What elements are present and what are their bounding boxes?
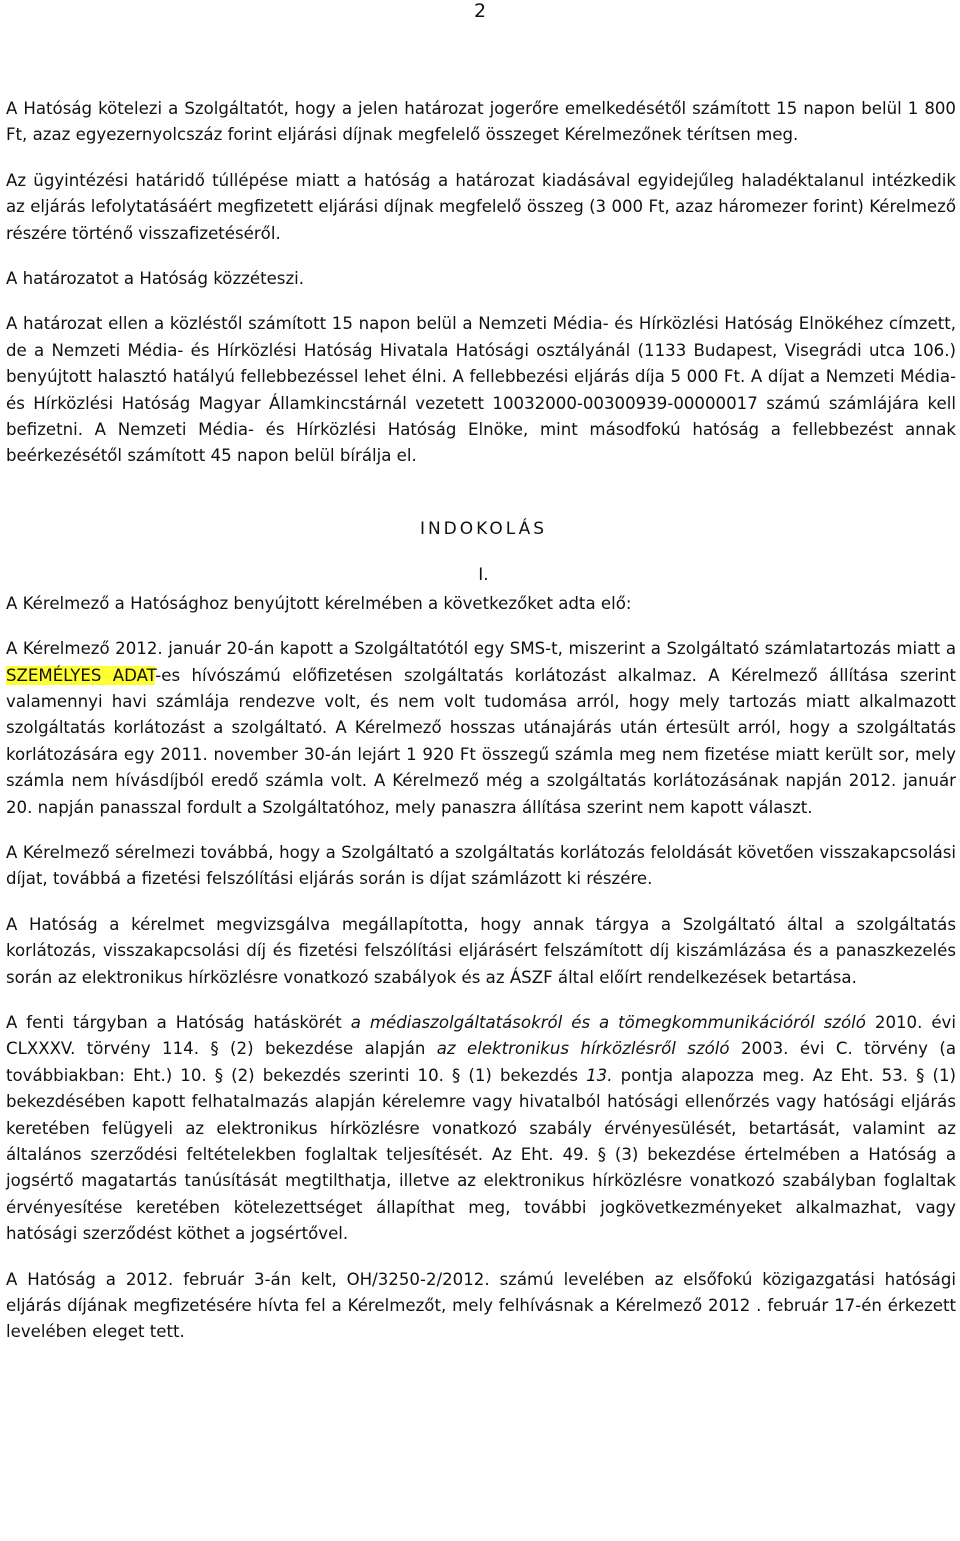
paragraph-sms <box>6 636 956 821</box>
page-number: 2 <box>473 0 487 22</box>
sms-text-before: A Kérelmező 2012. január 20-án kapott a Szolgáltatótól egy SMS-t, miszerint a Szolgáltató számlatartozás miatt a <box>6 639 956 659</box>
paragraph-deadline-refund: Az ügyintézési határidő túllépése miatt a hatóság a határozat kiadásával egyidejűleg haladéktalanul intézkedik az eljárás lefolytatásáért megfizetett eljárási díjnak megfelelő összeg (3 000 Ft, azaz háromezer forint) Kérelmező részére történő visszafizetéséről. <box>6 170 956 243</box>
paragraph-complaint: A Kérelmező sérelmezi továbbá, hogy a Szolgáltató a szolgáltatás korlátozás feloldását követően visszakapcsolási díjat, továbbá a fizetési felszólítási eljárás során is díjat számlázott ki részére. <box>6 842 956 889</box>
redacted-personal-data: SZEMÉLYES ADAT <box>6 665 156 685</box>
legal-text-4: pontja alapozza meg. Az Eht. 53. § (1) bekezdésében kapott felhatalmazás alapján kérelemre vagy hivatalból hatósági ellenőrzés vagy hatósági eljárás keretében felügyeli az elektronikus hírközlésre vonatkozó szabály érvényesülését, betartását, valamint az általános szerződési feltételekben foglaltak teljesítését. Az Eht. 49. § (3) bekezdése értelmében a Hatóság a jogsértő magatartás tanúsítását megtilthatja, illetve az elektronikus hírközlésre vonatkozó szabályban foglaltak érvényesítése keretében kötelezettséget állapíthat meg, további jogkövetkezményeket alkalmazhat, vagy hatósági szerződést köthet a jogsértővel. <box>6 1065 956 1244</box>
section-heading: INDOKOLÁS <box>419 518 548 539</box>
paragraph-fee-refund: A Hatóság kötelezi a Szolgáltatót, hogy a jelen határozat jogerőre emelkedésétől számított 15 napon belül 1 800 Ft, azaz egyezernyolcszáz forint eljárási díjnak megfelelő összeget Kérelmezőnek térítsen meg. <box>6 99 956 145</box>
legal-italic-1: a médiaszolgáltatásokról és a tömegkommunikációról szóló <box>350 1012 866 1032</box>
legal-text-3: 2003. évi C. törvény (a továbbiakban: Eht.) 10. § (2) bekezdés szerinti 10. § (1) bekezdés <box>6 1039 956 1085</box>
paragraph-examination: A Hatóság a kérelmet megvizsgálva megállapította, hogy annak tárgya a Szolgáltató által a szolgáltatás korlátozás, visszakapcsolási díj és fizetési felszólítási eljárásért felszámított díj kiszámlázása és a panaszkezelés során az elektronikus hírközlésre vonatkozó szabályok és az ÁSZF által előírt rendelkezések betartása. <box>6 914 956 987</box>
legal-text-2: 2010. évi CLXXXV. törvény 114. § (2) bekezdése alapján <box>6 1012 956 1059</box>
legal-text-1: A fenti tárgyban a Hatóság hatáskörét <box>6 1012 351 1032</box>
paragraph-publication: A határozatot a Hatóság közzéteszi. <box>6 269 305 289</box>
paragraph-legal-basis <box>6 1010 956 1248</box>
document-body <box>6 96 956 1365</box>
paragraph-fee-payment: A Hatóság a 2012. február 3-án kelt, OH/3250-2/2012. számú levelében az elsőfokú közigazgatási hatósági eljárás díjának megfizetésére hívta fel a Kérelmezőt, mely felhívásnak a Kérelmező 2012 . február 17-én érkezett levelében eleget tett. <box>6 1269 956 1342</box>
sms-text-after: -es hívószámú előfizetésen szolgáltatás korlátozást alkalmaz. A Kérelmező állítása szerint valamennyi havi számlája rendezve volt, és nem volt tudomása arról, hogy mely tartozás miatt alkalmazott szolgáltatás korlátozást a szolgáltató. A Kérelmező hosszas utánajárás után értesült arról, hogy a szolgáltatás korlátozására egy 2011. november 30-án lejárt 1 920 Ft összegű számla meg nem fizetése miatt került sor, mely számla nem hívásdíjból eredő számla volt. A Kérelmező még a szolgáltatás korlátozásának napján 2012. január 20. napján panasszal fordult a Szolgáltatóhoz, mely panaszra állítása szerint nem kapott választ. <box>6 665 956 817</box>
legal-italic-3: 13. <box>586 1065 613 1085</box>
paragraph-intro: A Kérelmező a Hatósághoz benyújtott kérelmében a következőket adta elő: <box>6 593 632 613</box>
section-number: I. <box>478 565 489 586</box>
legal-italic-2: az elektronikus hírközlésről szóló <box>436 1039 730 1059</box>
paragraph-appeal: A határozat ellen a közléstől számított 15 napon belül a Nemzeti Média- és Hírközlési Hatóság Elnökéhez címzett, de a Nemzeti Média- és Hírközlési Hatóság Hivatala Hatósági osztályánál (1133 Budapest, Visegrádi utca 106.) benyújtott halasztó hatályú fellebbezéssel lehet élni. A fellebbezési eljárás díja 5 000 Ft. A díjat a Nemzeti Média- és Hírközlési Hatóság Magyar Államkincstárnál vezetett 10032000-00300939-00000017 számú számlájára kell befizetni. A Nemzeti Média- és Hírközlési Hatóság Elnöke, mint másodfokú hatóság a fellebbezést annak beérkezésétől számított 45 napon belül bírálja el. <box>6 314 956 466</box>
